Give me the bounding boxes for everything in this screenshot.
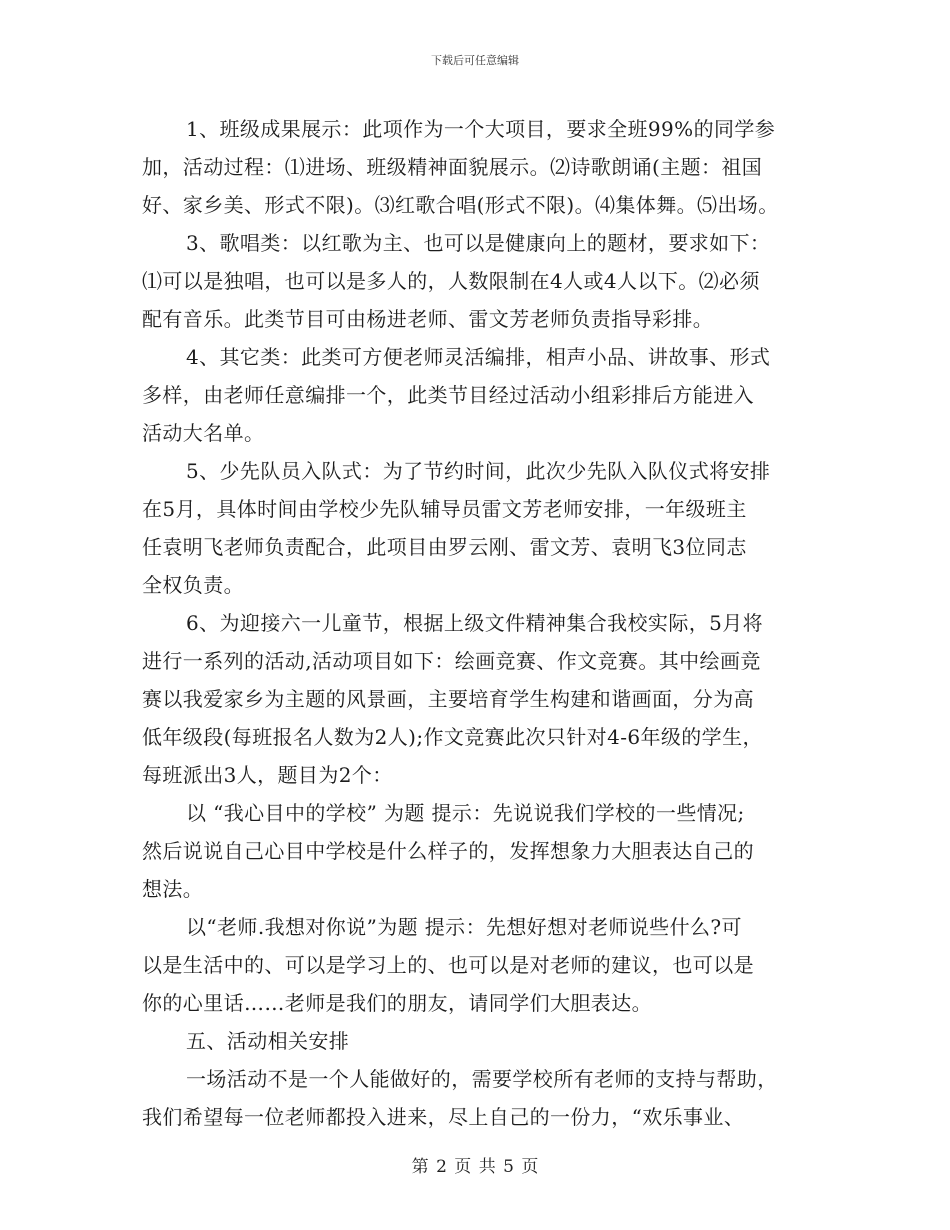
page-header: 下载后可任意编辑 (431, 54, 519, 67)
text-line: 以是生活中的、可以是学习上的、也可以是对老师的建议，也可以是 (142, 953, 754, 977)
text-line: 以“老师.我想对你说”为题 提示：先想好想对老师说些什么?可 (186, 915, 742, 939)
text-line: 多样，由老师任意编排一个，此类节目经过活动小组彩排后方能进入 (142, 383, 754, 407)
text-line: 3、歌唱类：以红歌为主、也可以是健康向上的题材，要求如下： (186, 231, 771, 255)
text-line: 以 “我心目中的学校” 为题 提示：先说说我们学校的一些情况; (186, 801, 745, 825)
text-line: 你的心里话……老师是我们的朋友，请同学们大胆表达。 (142, 991, 652, 1015)
text-line: 想法。 (142, 877, 204, 901)
text-line: 活动大名单。 (142, 421, 265, 445)
text-line: 4、其它类：此类可方便老师灵活编排，相声小品、讲故事、形式 (186, 345, 771, 369)
page-footer: 第 2 页 共 5 页 (411, 1157, 539, 1177)
text-line: 每班派出3人，题目为2个： (142, 763, 393, 787)
document-body (142, 110, 822, 1136)
text-line: ⑴可以是独唱，也可以是多人的，人数限制在4人或4人以下。⑵必须 (142, 269, 760, 293)
text-line: 1、班级成果展示：此项作为一个大项目，要求全班99%的同学参 (186, 117, 776, 141)
text-line: 6、为迎接六一儿童节，根据上级文件精神集合我校实际，5月将 (186, 611, 764, 635)
section-heading: 五、活动相关安排 (186, 1029, 350, 1053)
text-line: 好、家乡美、形式不限)。⑶红歌合唱(形式不限)。⑷集体舞。⑸出场。 (142, 193, 779, 217)
text-line: 在5月，具体时间由学校少先队辅导员雷文芳老师安排，一年级班主 (142, 497, 747, 521)
text-line: 加，活动过程：⑴进场、班级精神面貌展示。⑵诗歌朗诵(主题：祖国 (142, 155, 763, 179)
text-line: 然后说说自己心目中学校是什么样子的，发挥想象力大胆表达自己的 (142, 839, 754, 863)
text-line: 5、少先队员入队式：为了节约时间，此次少先队入队仪式将安排 (186, 459, 771, 483)
text-line: 任袁明飞老师负责配合，此项目由罗云刚、雷文芳、袁明飞3位同志 (142, 535, 747, 559)
text-line: 赛以我爱家乡为主题的风景画，主要培育学生构建和谐画面，分为高 (142, 687, 754, 711)
text-line: 低年级段(每班报名人数为2人);作文竞赛此次只针对4-6年级的学生， (142, 725, 763, 749)
text-line: 我们希望每一位老师都投入进来，尽上自己的一份力，“欢乐事业、 (142, 1105, 745, 1129)
text-line: 配有音乐。此类节目可由杨进老师、雷文芳老师负责指导彩排。 (142, 307, 714, 331)
text-line: 进行一系列的活动,活动项目如下：绘画竞赛、作文竞赛。其中绘画竞 (142, 649, 761, 673)
text-line: 一场活动不是一个人能做好的，需要学校所有老师的支持与帮助， (186, 1067, 778, 1091)
text-line: 全权负责。 (142, 573, 244, 597)
